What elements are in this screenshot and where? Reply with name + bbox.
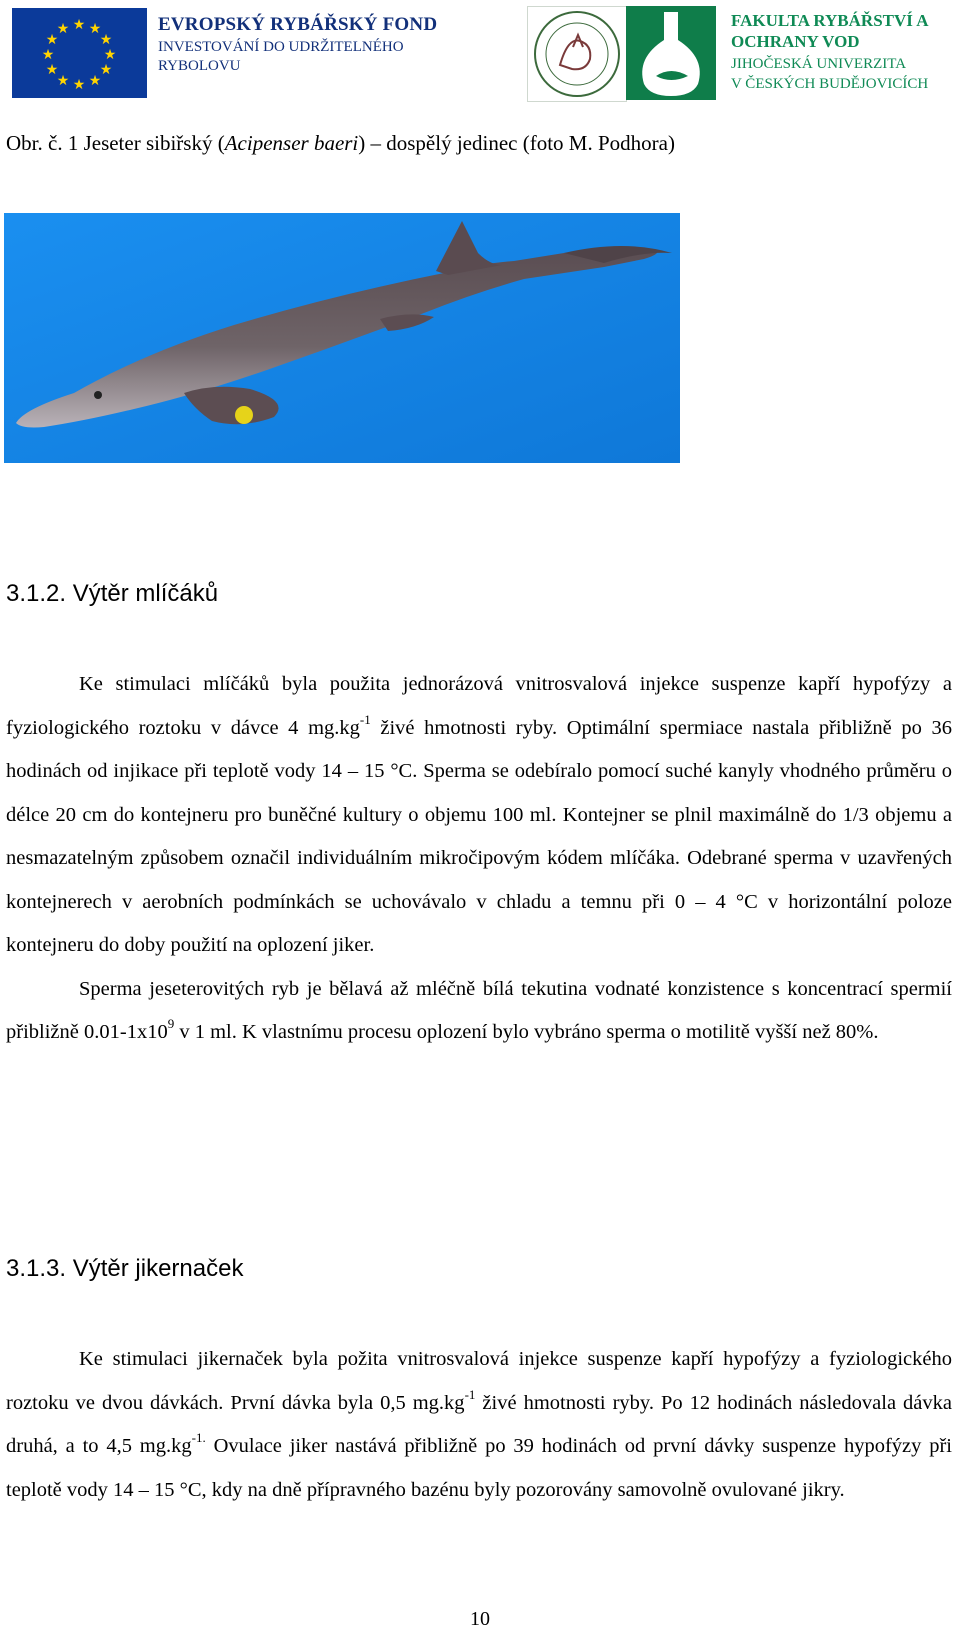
paragraph-text: Ke stimulaci mlíčáků byla použita jednorázová vnitrosvalová injekce suspenze kapří hypofýzy a fyziologického roztoku v dávce 4 mg.kg <box>6 673 952 739</box>
flask-fish-icon <box>626 6 716 100</box>
figure-caption <box>6 129 675 157</box>
paragraph-text: živé hmotnosti ryby. Po 12 hodinách následovala dávka druhá, a to 4,5 mg.kg <box>6 1391 952 1457</box>
paragraph-text: v 1 ml. K vlastnímu procesu oplození bylo vybráno sperma o motilitě vyšší než 80%. <box>174 1021 879 1043</box>
svg-text:★: ★ <box>72 78 86 93</box>
svg-text:★: ★ <box>99 63 113 78</box>
frov-text <box>731 10 956 94</box>
svg-text:★: ★ <box>45 63 59 78</box>
svg-text:★: ★ <box>45 33 59 48</box>
sturgeon-photo <box>4 213 680 463</box>
section-1-paragraph-2 <box>6 968 952 1055</box>
svg-text:★: ★ <box>72 18 86 33</box>
page-header <box>0 0 960 106</box>
superscript: -1. <box>191 1430 206 1446</box>
caption-prefix: Obr. č. 1 Jeseter sibiřský ( <box>6 131 225 155</box>
frov-title-1: FAKULTA RYBÁŘSTVÍ A <box>731 11 929 30</box>
section-1-paragraph-1 <box>6 663 952 968</box>
sturgeon-image <box>4 213 680 463</box>
section-heading-females: 3.1.3. Výtěr jikernaček <box>6 1255 244 1282</box>
section-1-body <box>6 663 952 1055</box>
eu-flag-logo <box>12 8 147 98</box>
superscript: -1 <box>464 1386 476 1402</box>
frov-title-2: OCHRANY VOD <box>731 32 860 51</box>
svg-text:★: ★ <box>41 48 55 63</box>
svg-text:★: ★ <box>88 22 102 37</box>
seal-icon <box>528 7 626 101</box>
paragraph-text: živé hmotnosti ryby. Optimální spermiace nastala přibližně po 36 hodinách od injikace při teplotě vody 14 – 15 °C. Sperma se odebíralo pomocí suché kanyly vhodného průměru o délce 20 cm do kontejneru pro buněčné kultury o objemu 100 ml. Kontejner se plnil maximálně do 1/3 objemu a nesmazatelným způsobem označil individuálním mikročipovým kódem mlíčáka. Odebrané sperma v uzavřených kontejnerech v aerobních podmínkách se uchovávalo v chladu a temnu při 0 – 4 °C v horizontální poloze kontejneru do doby použití na oplození jiker. <box>6 716 952 956</box>
paragraph-text: Sperma jeseterovitých ryb je bělavá až mléčně bílá tekutina vodnaté konzistence s koncentrací spermií přibližně 0.01-1x10 <box>6 977 952 1043</box>
eu-fund-text <box>158 14 468 76</box>
frov-logo <box>626 6 716 100</box>
eu-fund-title: EVROPSKÝ RYBÁŘSKÝ FOND <box>158 14 438 35</box>
eu-fund-subtitle-2: RYBOLOVU <box>158 58 241 74</box>
university-seal-logo <box>527 6 627 102</box>
caption-latin-name: Acipenser baeri <box>224 131 359 155</box>
section-heading-milters: 3.1.2. Výtěr mlíčáků <box>6 580 219 607</box>
paragraph-text: Ke stimulaci jikernaček byla požita vnitrosvalová injekce suspenze kapří hypofýzy a fyziologického roztoku ve dvou dávkách. První dávka byla 0,5 mg.kg <box>6 1348 952 1414</box>
caption-suffix: ) – dospělý jedinec (foto M. Podhora) <box>358 131 675 155</box>
superscript: -1 <box>359 711 371 727</box>
eu-fund-subtitle-1: INVESTOVÁNÍ DO UDRŽITELNÉHO <box>158 39 404 55</box>
svg-text:★: ★ <box>99 33 113 48</box>
eu-stars-icon <box>12 8 147 98</box>
section-2-paragraph-1 <box>6 1338 952 1512</box>
superscript: 9 <box>167 1016 175 1032</box>
section-2-body <box>6 1338 952 1512</box>
paragraph-text: Ovulace jiker nastává přibližně po 39 hodinách od první dávky suspenze hypofýzy při teplotě vody 14 – 15 °C, kdy na dně přípravného bazénu byly pozorovány samovolně ovulované jikry. <box>6 1435 952 1501</box>
frov-subtitle-1: JIHOČESKÁ UNIVERZITA <box>731 56 907 72</box>
page-number: 10 <box>470 1608 490 1630</box>
svg-text:★: ★ <box>56 74 70 89</box>
frov-subtitle-2: V ČESKÝCH BUDĚJOVICÍCH <box>731 76 929 92</box>
svg-text:★: ★ <box>56 22 70 37</box>
svg-text:★: ★ <box>88 74 102 89</box>
svg-text:★: ★ <box>103 48 117 63</box>
